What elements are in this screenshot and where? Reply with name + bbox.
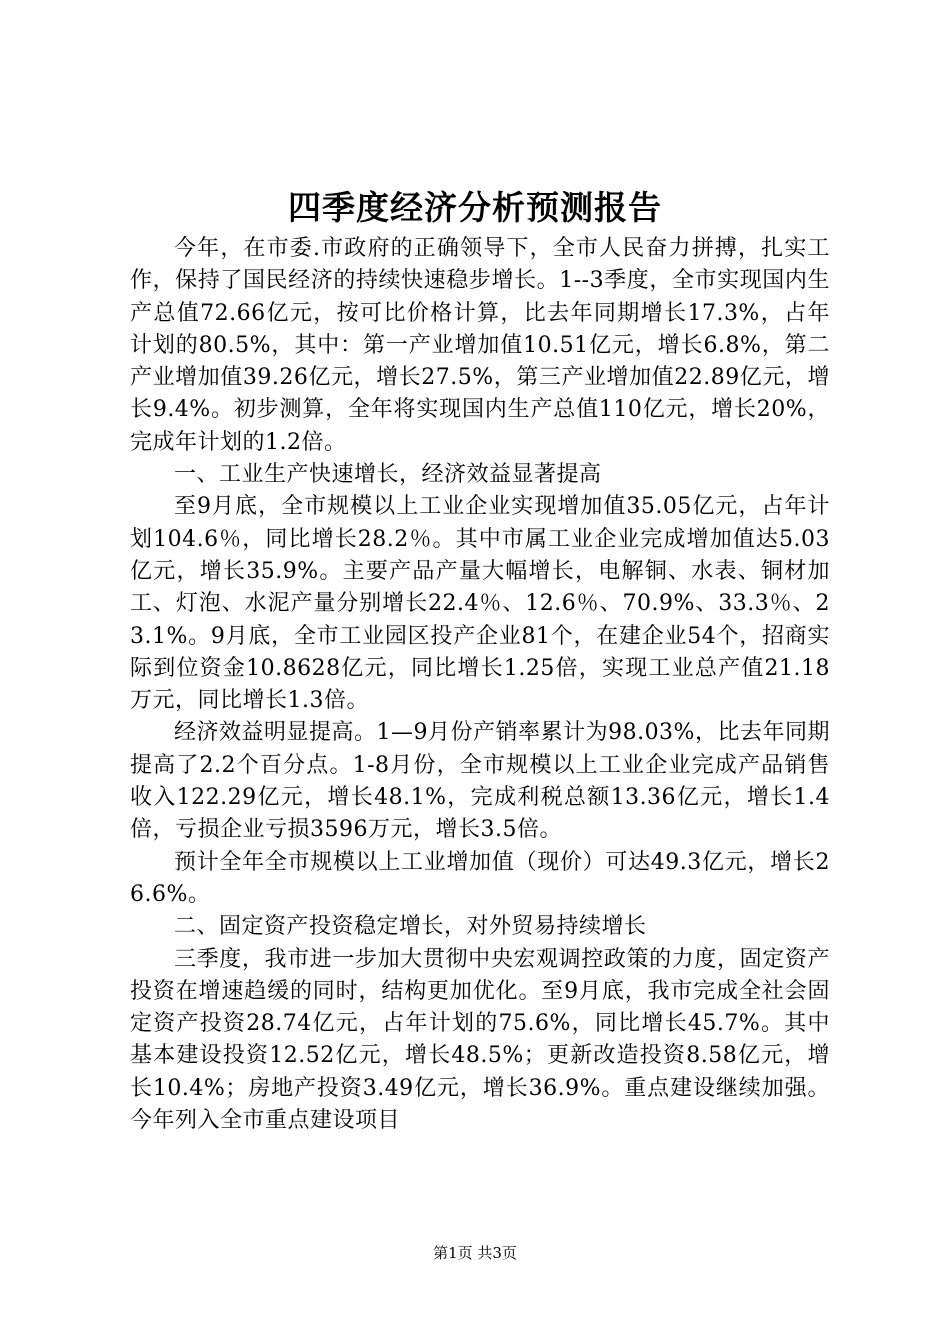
page-number-footer: 第1页 共3页 <box>433 1244 517 1262</box>
forecast-paragraph: 预计全年全市规模以上工业增加值（现价）可达49.3亿元，增长26.6%。 <box>130 849 830 907</box>
investment-paragraph: 三季度，我市进一步加大贯彻中央宏观调控政策的力度，固定资产投资在增速趋缓的同时，结构更加优化。至9月底，我市完成全社会固定资产投资28.74亿元，占年计划的75.6%，同比增长45.7%。其中基本建设投资12.52亿元，增长48.5%；更新改造投资8.58亿元，增长10.4%；房地产投资3.49亿元，增长36.9%。重点建设继续加强。今年列入全市重点建设项目 <box>130 946 830 1134</box>
efficiency-paragraph: 经济效益明显提高。1—9月份产销率累计为98.03%，比去年同期提高了2.2个百分点。1-8月份，全市规模以上工业企业完成产品销售收入122.29亿元，增长48.1%，完成利税总额13.36亿元，增长1.4倍，亏损企业亏损3596万元，增长3.5倍。 <box>130 720 830 843</box>
document-body <box>130 233 830 1137</box>
document-title: 四季度经济分析预测报告 <box>288 188 662 227</box>
intro-paragraph: 今年，在市委.市政府的正确领导下，全市人民奋力拼搏，扎实工作，保持了国民经济的持续快速稳步增长。1--3季度，全市实现国内生产总值72.66亿元，按可比价格计算，比去年同期增长17.3%，占年计划的80.5%，其中：第一产业增加值10.51亿元，增长6.8%，第二产业增加值39.26亿元，增长27.5%，第三产业增加值22.89亿元，增长9.4%。初步测算，全年将实现国内生产总值110亿元，增长20%，完成年计划的1.2倍。 <box>130 236 830 455</box>
section-heading-investment: 二、固定资产投资稳定增长，对外贸易持续增长 <box>174 914 647 940</box>
industry-paragraph: 至9月底，全市规模以上工业企业实现增加值35.05亿元，占年计划104.6％，同比增长28.2％。其中市属工业企业完成增加值达5.03亿元，增长35.9%。主要产品产量大幅增长，电解铜、水表、铜材加工、灯泡、水泥产量分别增长22.4％、12.6％、70.9%、33.3％、23.1%。9月底，全市工业园区投产企业81个，在建企业54个，招商实际到位资金10.8628亿元，同比增长1.25倍，实现工业总产值21.18万元，同比增长1.3倍。 <box>130 494 830 714</box>
section-heading-industry: 一、工业生产快速增长，经济效益显著提高 <box>174 462 602 488</box>
